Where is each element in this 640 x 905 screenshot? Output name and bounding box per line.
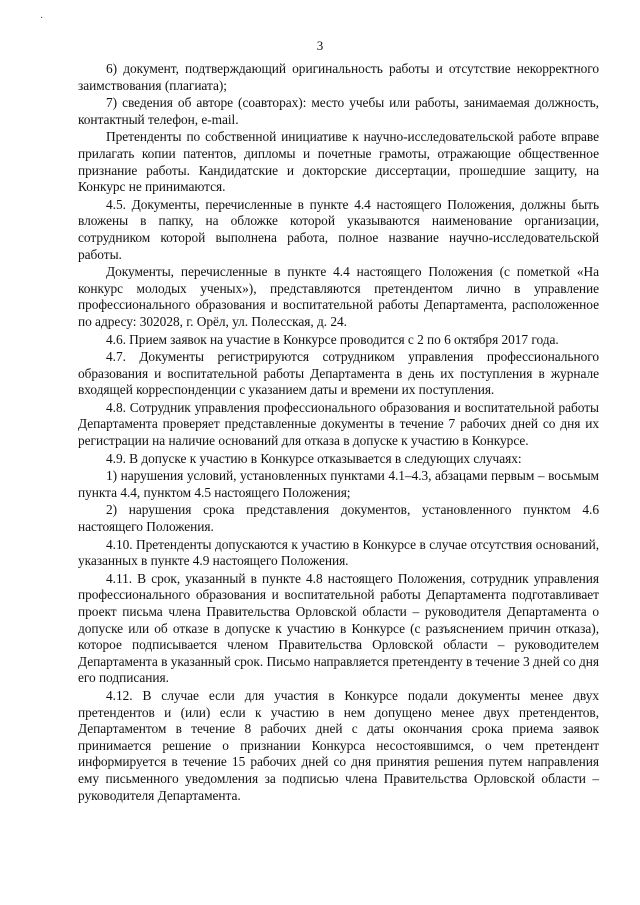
paragraph-item-7: 7) сведения об авторе (соавторах): место учебы или работы, занимаемая должность, контактный телефон, e-mail. [78, 95, 599, 127]
paragraph-4-10: 4.10. Претенденты допускаются к участию в Конкурсе в случае отсутствия оснований, указанных в пункте 4.9 настоящего Положения. [78, 536, 599, 569]
paragraph-4-9: 4.9. В допуске к участию в Конкурсе отказывается в следующих случаях: [106, 450, 522, 466]
paragraph-4-7: 4.7. Документы регистрируются сотрудником управления профессионального образования и воспитательной работы Департамента в день их поступления в журнале входящей корреспонденции с указанием даты и времени их поступления. [78, 349, 599, 398]
paragraph-4-12: 4.12. В случае если для участия в Конкурсе подали документы менее двух претендентов и (или) если к участию в нем допущено менее двух претендентов, Департаментом в течение 8 рабочих дней с даты окончания срока приема заявок принимается решение о признании Конкурса несостоявшимся, о чем претендент информируется в течение 15 рабочих дней со дня принятия решения путем направления ему письменного уведомления за подписью члена Правительства Орловской области – руководителя Департамента. [78, 687, 599, 803]
page-mark: · [40, 13, 44, 24]
paragraph-4-5: 4.5. Документы, перечисленные в пункте 4.4 настоящего Положения, должны быть вложены в папку, на обложке которой указываются наименование организации, сотрудником которой выполнена работа, полное название научно-исследовательской работы. [78, 196, 599, 262]
paragraph-4-9-case-1: 1) нарушения условий, установленных пунктами 4.1–4.3, абзацами первым – восьмым пункта 4.4, пунктом 4.5 настоящего Положения; [78, 468, 599, 500]
paragraph-item-6: 6) документ, подтверждающий оригинальность работы и отсутствие некорректного заимствования (плагиата); [78, 61, 599, 93]
paragraph-4-6: 4.6. Прием заявок на участие в Конкурсе проводится с 2 по 6 октября 2017 года. [106, 331, 559, 347]
paragraph-4-11: 4.11. В срок, указанный в пункте 4.8 настоящего Положения, сотрудник управления профессионального образования и воспитательной работы Департамента подготавливает проект письма члена Правительства Орловской области – руководителя Департамента о допуске или об отказе в допуске к участию в Конкурсе (с разъяснением причин отказа), которое подписывается членом Правительства Орловской области – руководителем Департамента в указанный срок. Письмо направляется претенденту в течение 3 дней со дня его подписания. [78, 570, 599, 686]
paragraph-optional-attachments: Претенденты по собственной инициативе к научно-исследовательской работе вправе прилагать копии патентов, дипломы и почетные грамоты, отражающие общественное признание работы. Кандидатские и докторские диссертации, прошедшие защиту, на Конкурс не принимаются. [78, 129, 599, 195]
paragraph-submission-address: Документы, перечисленные в пункте 4.4 настоящего Положения (с пометкой «На конкурс молодых ученых»), представляются претендентом лично в управление профессионального образования и воспитательной работы Департамента, расположенное по адресу: 302028, г. Орёл, ул. Полесская, д. 24. [78, 264, 599, 329]
paragraph-4-9-case-2: 2) нарушения срока представления документов, установленного пунктом 4.6 настоящего Положения. [78, 502, 599, 535]
document-body [78, 61, 599, 805]
paragraph-4-8: 4.8. Сотрудник управления профессионального образования и воспитательной работы Департамента проверяет представленные документы в течение 7 рабочих дней со дня их регистрации на наличие оснований для отказа в допуске к участию в Конкурсе. [78, 399, 599, 449]
page-number: 3 [316, 38, 324, 53]
